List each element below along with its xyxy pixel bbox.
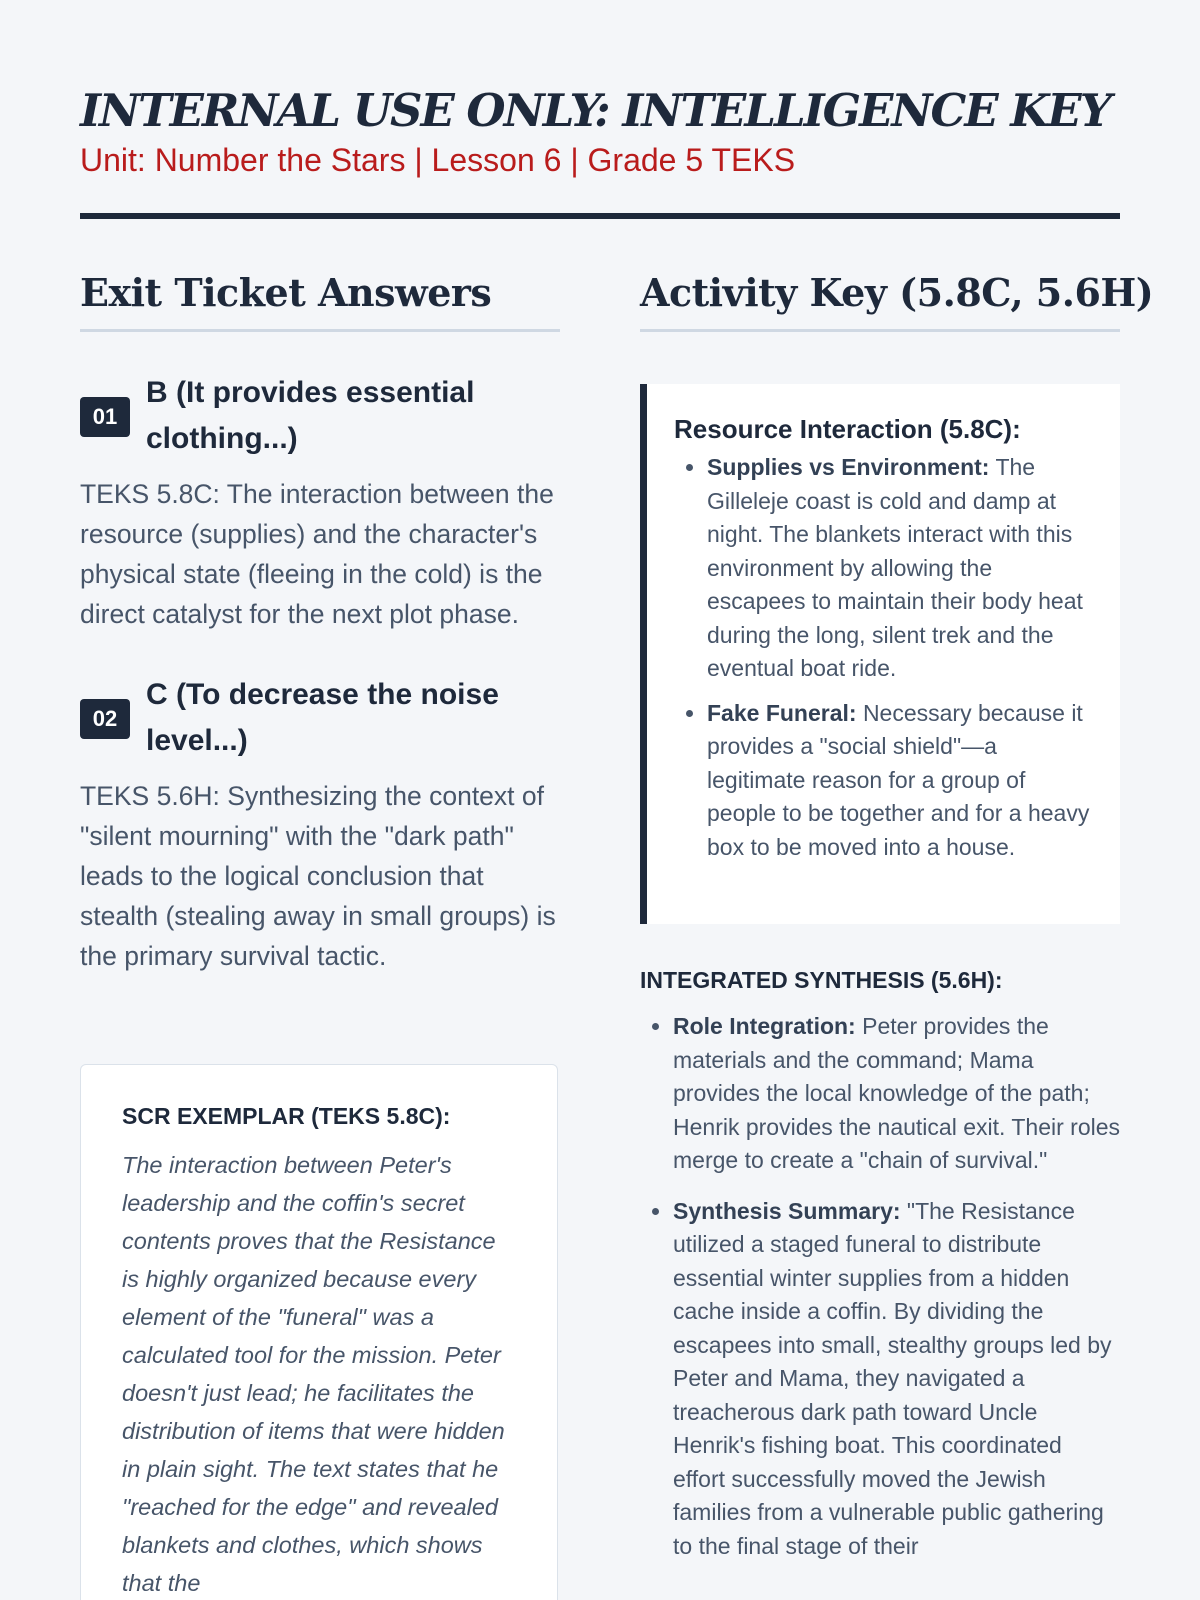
resource-interaction-list [674,451,1094,864]
item-text: Peter provides the materials and the command; Mama provides the local knowledge of the path; Henrik provides the nautical exit. Their roles merge to create a "chain of survival." [673,1013,1121,1173]
item-text: "The Resistance utilized a staged funeral to distribute essential winter supplies from a hidden cache inside a coffin. By dividing the escapees into small, stealthy groups led by Peter and Mama, they navigated a treacherous dark path toward Uncle Henrik's fishing boat. This coordinated effort successfully moved the Jewish families from a vulnerable public gathering to the final stage of their [673,1197,1112,1559]
exemplar-text: The interaction between Peter's leadership and the coffin's secret contents proves that the Resistance is highly organized because every element of the "funeral" was a calculated tool for the mission. Peter doesn't just lead; he facilitates the distribution of items that were hidden in plain sight. The text states that he "reached for the edge" and revealed blankets and clothes, which shows that the [122,1152,505,1596]
answer-choice: C (To decrease the noise level...) [146,678,499,757]
integrated-synthesis-list [640,1010,1120,1563]
list-item [707,451,1094,686]
item-text: The Gilleleje coast is cold and damp at night. The blankets interact with this environment by allowing the escapees to maintain their body heat during the long, silent trek and the eventual boat ride. [707,454,1083,681]
resource-interaction-heading: Resource Interaction (5.8C): [674,414,1021,444]
answer-head [80,672,560,764]
question-number-badge: 01 [80,397,130,437]
integrated-synthesis-section [640,1010,1120,1580]
list-item [673,1010,1120,1178]
activity-key-column [640,270,1154,1559]
answer-head [80,370,560,462]
question-number-badge: 02 [80,699,130,739]
answer-item-01 [80,370,560,634]
list-item [673,1195,1120,1564]
item-term: Synthesis Summary: [673,1197,901,1224]
list-item [707,697,1094,865]
exit-ticket-heading: Exit Ticket Answers [80,270,560,332]
answer-explanation: TEKS 5.6H: Synthesizing the context of "silent mourning" with the "dark path" leads to the logical conclusion that stealth (stealing away in small groups) is the primary survival tactic. [80,781,556,971]
item-term: Supplies vs Environment: [707,454,990,480]
activity-key-heading: Activity Key (5.8C, 5.6H) [640,270,1120,332]
resource-interaction-box [640,384,1120,924]
answer-explanation: TEKS 5.8C: The interaction between the resource (supplies) and the character's physical state (fleeing in the cold) is the direct catalyst for the next plot phase. [80,479,554,629]
page-subtitle: Unit: Number the Stars | Lesson 6 | Grade 5 TEKS [80,142,796,178]
answer-item-02 [80,672,560,976]
exit-ticket-column [80,270,560,1596]
item-text: Necessary because it provides a "social shield"—a legitimate reason for a group of people to be together and for a heavy box to be moved into a house. [707,699,1090,860]
header-divider [80,213,1120,219]
exemplar-label: SCR EXEMPLAR (TEKS 5.8C): [122,1103,451,1129]
item-term: Fake Funeral: [707,699,857,726]
page-title: INTERNAL USE ONLY: INTELLIGENCE KEY [80,84,1110,137]
item-term: Role Integration: [673,1013,856,1039]
answer-choice: B (It provides essential clothing...) [146,376,475,455]
scr-exemplar-card [80,1064,558,1600]
integrated-synthesis-heading: INTEGRATED SYNTHESIS (5.6H): [640,967,1003,993]
